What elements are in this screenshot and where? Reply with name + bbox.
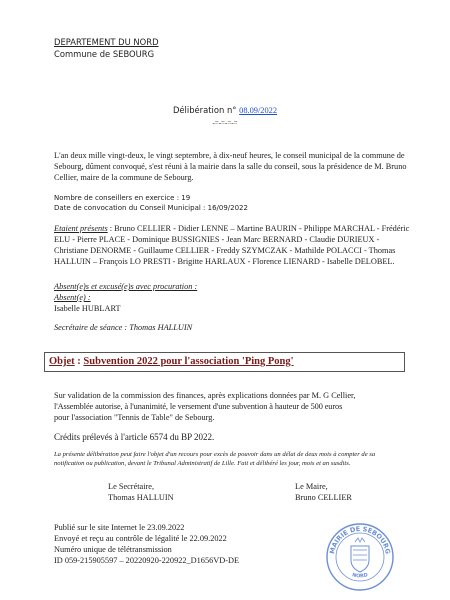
footer-numero: Numéro unique de télétransmission — [54, 545, 172, 554]
secretaire-name: Thomas HALLUIN — [108, 493, 174, 502]
mairie-seal-icon — [325, 522, 395, 592]
intro-paragraph: L'an deux mille vingt-deux, le vingt septembre, à dix-neuf heures, le conseil municipal de la commune de Sebourg, dûment convoqué, s'est réuni à la mairie dans la salle du conseil, sous la présidence de M. Bruno Cellier, maire de la commune de Sebourg. — [54, 151, 407, 182]
objet-box — [44, 352, 405, 372]
body-line-2: l'Assemblée autorise, à l'unanimité, le versement d'une subvention à hauteur de 500 euros — [54, 402, 343, 411]
absent-label: Absent(e) : — [54, 293, 91, 302]
presents-paragraph — [54, 223, 410, 267]
absents-block — [54, 281, 410, 314]
seal-text-bottom: NORD — [351, 572, 369, 580]
body-line-3: pour l'association "Tennis de Table" de Sebourg. — [54, 413, 215, 422]
footer-envoye: Envoyé et reçu au contrôle de légalité le 22.09.2022 — [54, 534, 227, 543]
secretaire-signature — [108, 481, 174, 503]
credits-line: Crédits prélevés à l'article 6574 du BP 2022. — [54, 432, 215, 442]
objet-label: Objet — [49, 356, 75, 367]
recours-paragraph — [54, 450, 419, 468]
header — [54, 36, 159, 60]
deliberation-prefix: Délibération n° — [172, 105, 237, 115]
presents-label: Etaient présents — [54, 224, 108, 233]
secretaire-title: Le Secrétaire, — [108, 482, 155, 491]
counts — [54, 193, 248, 213]
maire-title: Le Maire, — [295, 482, 328, 491]
deliberation-separator: -=-=-=-= — [212, 119, 238, 127]
footer-block — [54, 522, 324, 566]
presents-names: : Bruno CELLIER - Didier LENNE – Martine BAURIN - Philippe MARCHAL - Frédéric ELU - Pierre PLACE - Dominique BUSSIGNIES - Jean Marc BERNARD - Claudie DURIEUX - Christiane DENORME - Guillaume CELLIER - Freddy SZYMCZAK - Mathilde POLACCI - Thomas HALLUIN – François LO PRESTI - Brigitte HARLAUX - Florence LIENARD - Isabelle DELOBEL. — [54, 224, 410, 266]
absent-name: Isabelle HUBLART — [54, 304, 121, 313]
objet-line — [49, 353, 404, 371]
footer-id: ID 059-215905597 – 20220920-220922_D1656VD-DE — [54, 556, 240, 565]
body-paragraph — [54, 390, 414, 423]
recours-line-1: La présente délibération peut faire l'objet d'un recours pour excès de pouvoir dans un délai de deux mois à compter de sa — [54, 451, 376, 458]
objet-colon: : — [74, 356, 84, 367]
maire-signature — [295, 481, 352, 503]
convocation-date: Date de convocation du Conseil Municipal : 16/09/2022 — [54, 204, 248, 212]
body-line-1: Sur validation de la commission des finances, après explications données par M. G Cellier, — [54, 391, 356, 400]
absents-excuses-label: Absent(e)s et excusé(e)s avec procuration : — [54, 282, 198, 291]
department-title: DEPARTEMENT DU NORD — [54, 37, 159, 47]
commune-name: Commune de SEBOURG — [54, 49, 155, 59]
secretaire-line: Secrétaire de séance : Thomas HALLUIN — [54, 323, 193, 332]
deliberation-heading — [0, 104, 450, 129]
recours-line-2: notification ou publication, devant le Tribunal Administratif de Lille. Fait et délibéré les jour, mois et an susdits. — [54, 460, 351, 467]
seal-text-top: MAIRIE DE SEBOURG — [328, 524, 392, 555]
deliberation-number[interactable]: 08.09/2022 — [239, 106, 278, 115]
maire-name: Bruno CELLIER — [295, 493, 352, 502]
footer-publie: Publié sur le site Internet le 23.09.2022 — [54, 523, 185, 532]
objet-text: Subvention 2022 pour l'association 'Ping Pong' — [83, 356, 294, 367]
svg-text:NORD — [351, 572, 368, 579]
conseillers-count: Nombre de conseillers en exercice : 19 — [54, 194, 191, 202]
